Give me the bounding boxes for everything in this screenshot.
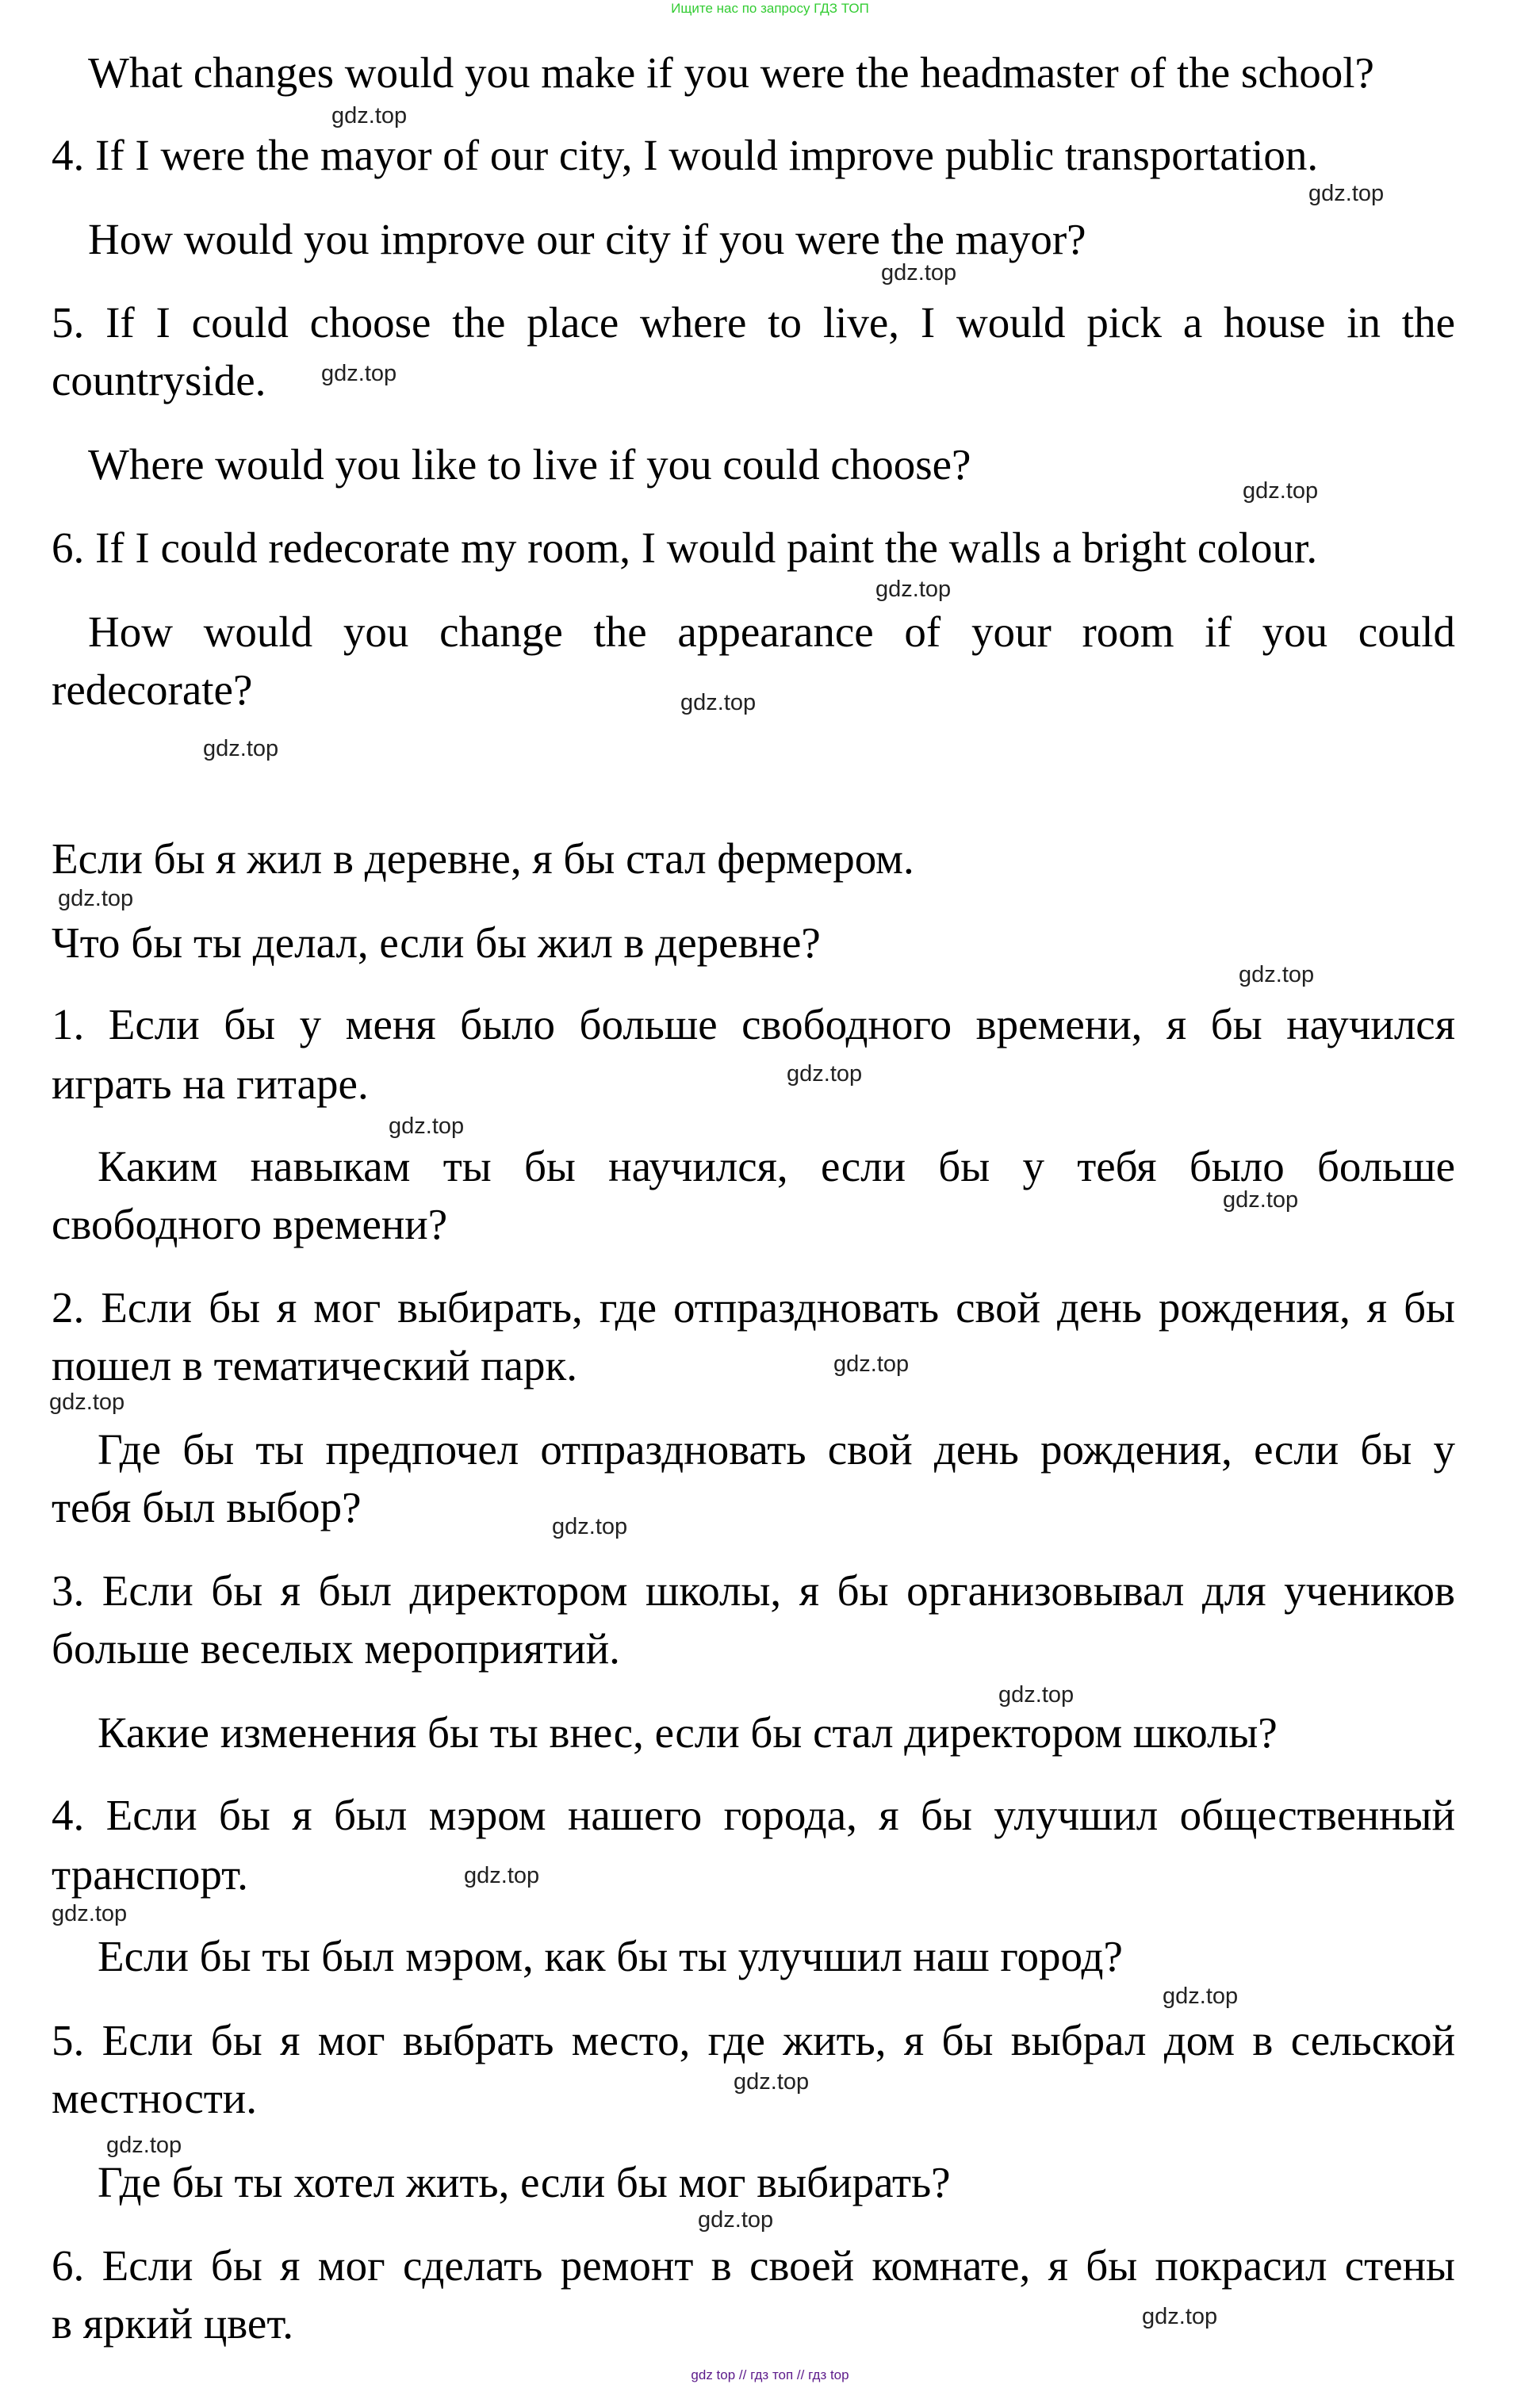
watermark: gdz.top <box>1163 1984 1239 2009</box>
watermark: gdz.top <box>875 577 952 602</box>
watermark: gdz.top <box>49 1389 125 1415</box>
russian-q1-line1: Каким навыкам ты бы научился, если бы у тебя было больше <box>98 1142 1455 1190</box>
russian-s5-line2: местности. <box>52 2074 257 2122</box>
english-q5-question: Where would you like to live if you could choose? <box>88 440 971 489</box>
russian-q3-question: Какие изменения бы ты внес, если бы стал директором школы? <box>98 1708 1278 1757</box>
russian-q2-line2: тебя был выбор? <box>52 1483 362 1531</box>
english-s6: 6. If I could redecorate my room, I would paint the walls a bright colour. <box>52 523 1318 572</box>
footer-links: gdz top // гдз топ // гдз top <box>691 2367 849 2382</box>
top-banner: Ищите нас по запросу ГДЗ ТОП <box>671 1 869 16</box>
watermark: gdz.top <box>787 1061 863 1087</box>
watermark: gdz.top <box>1243 478 1319 504</box>
watermark: gdz.top <box>833 1351 910 1377</box>
english-s4: 4. If I were the mayor of our city, I would improve public transportation. <box>52 131 1319 179</box>
watermark: gdz.top <box>106 2133 182 2158</box>
english-q4-question: How would you improve our city if you were the mayor? <box>88 215 1086 263</box>
watermark: gdz.top <box>331 103 408 128</box>
watermark: gdz.top <box>464 1863 540 1888</box>
watermark: gdz.top <box>1308 181 1385 206</box>
watermark: gdz.top <box>881 260 957 286</box>
russian-s3-line2: больше веселых мероприятий. <box>52 1624 620 1673</box>
russian-s2-line2: пошел в тематический парк. <box>52 1341 577 1389</box>
russian-s3-line1: 3. Если бы я был директором школы, я бы организовывал для учеников <box>52 1566 1455 1615</box>
watermark: gdz.top <box>734 2069 810 2095</box>
english-q3-question: What changes would you make if you were the headmaster of the school? <box>88 48 1374 97</box>
english-q6-line1: How would you change the appearance of your room if you could <box>88 608 1455 656</box>
watermark: gdz.top <box>203 736 279 761</box>
english-s5-line1: 5. If I could choose the place where to live, I would pick a house in the <box>52 298 1455 347</box>
watermark: gdz.top <box>389 1114 465 1139</box>
russian-s4-line1: 4. Если бы я был мэром нашего города, я бы улучшил общественный <box>52 1791 1455 1839</box>
russian-s1-line2: играть на гитаре. <box>52 1060 369 1108</box>
russian-q1-line2: свободного времени? <box>52 1200 448 1248</box>
russian-s5-line1: 5. Если бы я мог выбрать место, где жить, я бы выбрал дом в сельской <box>52 2016 1455 2064</box>
russian-q4-question: Если бы ты был мэром, как бы ты улучшил наш город? <box>98 1932 1123 1980</box>
russian-q2-line1: Где бы ты предпочел отпраздновать свой день рождения, если бы у <box>98 1425 1455 1474</box>
watermark: gdz.top <box>1239 962 1315 987</box>
russian-s6-line2: в яркий цвет. <box>52 2299 293 2348</box>
russian-s1-line1: 1. Если бы у меня было больше свободного времени, я бы научился <box>52 1000 1455 1048</box>
english-q6-line2: redecorate? <box>52 665 253 714</box>
russian-s6-line1: 6. Если бы я мог сделать ремонт в своей комнате, я бы покрасил стены <box>52 2241 1455 2290</box>
watermark: gdz.top <box>1142 2304 1218 2329</box>
russian-example-question: Что бы ты делал, если бы жил в деревне? <box>52 918 821 967</box>
russian-example-statement: Если бы я жил в деревне, я бы стал фермером. <box>52 834 914 883</box>
russian-s2-line1: 2. Если бы я мог выбирать, где отпраздновать свой день рождения, я бы <box>52 1283 1455 1332</box>
watermark: gdz.top <box>321 361 397 386</box>
watermark: gdz.top <box>552 1514 628 1539</box>
russian-q5-question: Где бы ты хотел жить, если бы мог выбирать? <box>98 2158 951 2206</box>
watermark: gdz.top <box>680 690 757 715</box>
russian-s4-line2: транспорт. <box>52 1850 248 1899</box>
english-s5-line2: countryside. <box>52 356 266 404</box>
watermark: gdz.top <box>58 886 134 911</box>
watermark: gdz.top <box>52 1901 128 1926</box>
watermark: gdz.top <box>1223 1187 1299 1213</box>
watermark: gdz.top <box>698 2207 774 2233</box>
watermark: gdz.top <box>998 1682 1075 1708</box>
